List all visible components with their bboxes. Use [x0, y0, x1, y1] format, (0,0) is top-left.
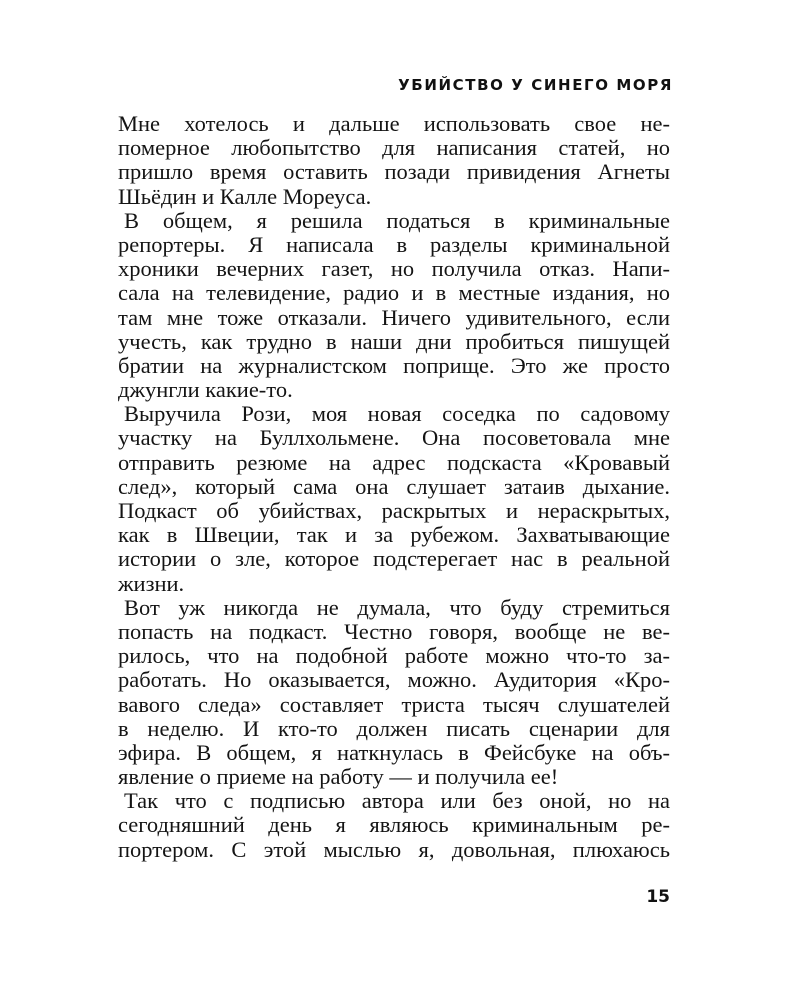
- text-line: В общем, я решила податься в криминальные: [124, 207, 670, 233]
- text-line: портером. С этой мыслью я, довольная, плюхаюсь: [118, 836, 670, 862]
- running-header-title: УБИЙСТВО У СИНЕГО МОРЯ: [398, 76, 673, 94]
- text-line: джунгли какие-то.: [118, 377, 293, 403]
- text-line: Так что с подписью автора или без оной, но на: [124, 788, 670, 814]
- text-line: Выручила Рози, моя новая соседка по садовому: [124, 401, 670, 427]
- text-line: явление о приеме на работу — и получила ее!: [118, 764, 559, 790]
- page-number: 15: [646, 887, 670, 907]
- text-line: хроники вечерних газет, но получила отказ. Напи-: [118, 256, 670, 282]
- text-line: отправить резюме на адрес подскаста «Кровавый: [118, 449, 670, 475]
- text-line: вавого следа» составляет триста тысяч слушателей: [118, 691, 670, 717]
- text-line: Подкаст об убийствах, раскрытых и нераскрытых,: [118, 498, 670, 523]
- text-line: попасть на подкаст. Честно говоря, вообще не ве-: [118, 618, 670, 644]
- text-line: работать. Но оказывается, можно. Аудитория «Кро-: [118, 667, 670, 693]
- text-line: братии на журналистском поприще. Это же просто: [118, 352, 670, 378]
- text-line: учесть, как трудно в наши дни пробиться пишущей: [118, 328, 670, 354]
- text-line: жизни.: [118, 570, 185, 596]
- text-line: сегодняшний день я являюсь криминальным ре-: [118, 812, 670, 838]
- text-line: там мне тоже отказали. Ничего удивительного, если: [118, 304, 670, 330]
- text-line: Мне хотелось и дальше использовать свое не-: [118, 111, 670, 136]
- text-line: пришло время оставить позади привидения Агнеты: [118, 159, 670, 185]
- text-line: в неделю. И кто-то должен писать сценарии для: [118, 715, 670, 741]
- text-line: сала на телевидение, радио и в местные издания, но: [118, 280, 670, 306]
- text-line: истории о зле, которое подстерегает нас в реальной: [118, 546, 670, 572]
- text-line: Шьёдин и Калле Мореуса.: [118, 183, 372, 209]
- text-line: померное любопытство для написания статей, но: [118, 135, 670, 161]
- text-line: репортеры. Я написала в разделы криминальной: [118, 231, 670, 257]
- text-line: эфира. В общем, я наткнулась в Фейсбуке на объ-: [118, 739, 670, 765]
- text-line: след», который сама она слушает затаив дыхание.: [118, 473, 670, 499]
- text-line: участку на Буллхольмене. Она посоветовала мне: [118, 425, 670, 451]
- text-line: Вот уж никогда не думала, что буду стремиться: [124, 594, 670, 620]
- text-line: как в Швеции, так и за рубежом. Захватывающие: [118, 522, 670, 548]
- text-line: рилось, что на подобной работе можно что-то за-: [118, 643, 670, 669]
- body-text: [118, 112, 670, 862]
